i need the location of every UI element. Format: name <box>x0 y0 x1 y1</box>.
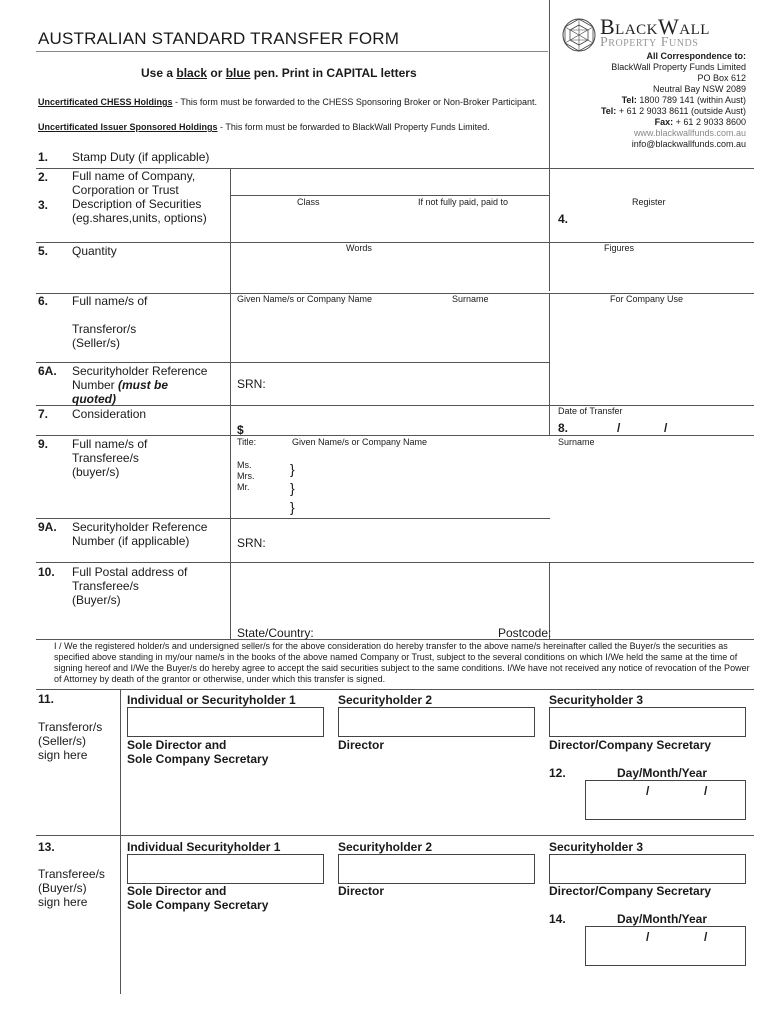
title-mrs[interactable]: Mrs. <box>237 471 255 481</box>
row-number: 1. <box>38 150 49 164</box>
grid-line <box>36 362 550 363</box>
row-number: 12. <box>549 766 566 780</box>
state-country-label: State/Country: <box>237 626 314 640</box>
company-name-label: Full name of Company, Corporation or Trust <box>72 169 196 197</box>
fax-line: Fax: + 61 2 9033 8600 <box>654 117 746 127</box>
row-number: 8. <box>558 421 569 435</box>
chess-note: Uncertificated CHESS Holdings - This form must be forwarded to the CHESS Sponsoring Broker or Non-Broker Participant. <box>38 97 538 107</box>
form-title: AUSTRALIAN STANDARD TRANSFER FORM <box>38 29 400 48</box>
grid-line <box>230 195 550 196</box>
paid-to-label: If not fully paid, paid to <box>418 197 509 207</box>
row-number: 9. <box>38 437 49 451</box>
srn-label: SRN: <box>237 377 266 391</box>
transferor-sign-date-field[interactable] <box>585 780 746 820</box>
row-number: 3. <box>38 198 49 212</box>
transferor-srn-field[interactable] <box>270 372 548 398</box>
grid-line <box>230 168 231 639</box>
company-name-field[interactable] <box>232 170 548 194</box>
securityholder-2-label: Securityholder 2 <box>338 840 433 854</box>
transferee-srn-field[interactable] <box>270 530 548 558</box>
role-director: Director <box>338 884 385 898</box>
date-label: Day/Month/Year <box>617 912 708 926</box>
transferor-signature-2[interactable] <box>338 707 535 737</box>
role-director: Director <box>338 738 385 752</box>
transfer-date-label: Date of Transfer <box>558 406 623 416</box>
date-separator: / <box>646 930 650 944</box>
role-sole-director: Sole Director and Sole Company Secretary <box>127 884 269 912</box>
title-options <box>237 460 255 493</box>
date-label: Day/Month/Year <box>617 766 708 780</box>
transferee-name-label: Full name/s of Transferee/s (buyer/s) <box>72 437 148 479</box>
transferee-sign-label: Transferee/s (Buyer/s) sign here <box>38 867 105 909</box>
grid-line <box>36 435 754 436</box>
transferee-signature-3[interactable] <box>549 854 746 884</box>
given-name-label: Given Name/s or Company Name <box>237 294 373 304</box>
title-label: Title: <box>237 437 257 447</box>
quantity-words-field[interactable] <box>232 256 548 291</box>
pen-instruction: Use a black or blue pen. Print in CAPITAL letters <box>141 66 417 80</box>
grid-line <box>549 293 550 435</box>
website-link[interactable]: www.blackwallfunds.com.au <box>633 128 746 138</box>
register-field[interactable] <box>575 208 751 240</box>
title-ms[interactable]: Ms. <box>237 460 252 470</box>
date-separator: / <box>646 784 650 798</box>
transferor-srn-label: Securityholder Reference Number (must be quoted) <box>72 364 208 406</box>
srn-label: SRN: <box>237 536 266 550</box>
role-director-secretary: Director/Company Secretary <box>549 884 712 898</box>
quantity-figures-field[interactable] <box>552 256 752 291</box>
row-number: 7. <box>38 407 49 421</box>
grid-line <box>36 242 754 243</box>
dollar-sign: $ <box>237 423 244 437</box>
postal-address-label: Full Postal address of Transferee/s (Buyer/s) <box>72 565 188 607</box>
transferee-srn-label: Securityholder Reference Number (if applicable) <box>72 520 208 548</box>
grid-line <box>549 168 550 291</box>
address-line: PO Box 612 <box>697 73 746 83</box>
figures-label: Figures <box>604 243 635 253</box>
transferor-signature-1[interactable] <box>127 707 324 737</box>
transferee-signature-2[interactable] <box>338 854 535 884</box>
row-number: 10. <box>38 565 55 579</box>
tel-intl-line: Tel: + 61 2 9033 8611 (outside Aust) <box>600 106 746 116</box>
transferor-name-field[interactable] <box>232 306 548 360</box>
securityholder-1-label: Individual Securityholder 1 <box>127 840 281 854</box>
transferor-seller-label: Transferor/s (Seller/s) <box>72 322 137 350</box>
row-number: 2. <box>38 170 49 184</box>
role-sole-director: Sole Director and Sole Company Secretary <box>127 738 269 766</box>
company-use-label: For Company Use <box>610 294 684 304</box>
row-number: 5. <box>38 244 49 258</box>
words-label: Words <box>346 243 372 253</box>
email-link[interactable]: info@blackwallfunds.com.au <box>631 139 746 149</box>
surname-label: Surname <box>452 294 489 304</box>
tel-line: Tel: 1800 789 141 (within Aust) <box>621 95 746 105</box>
correspondence-heading: All Correspondence to: <box>646 51 746 61</box>
surname-label: Surname <box>558 437 595 447</box>
grid-line <box>36 835 754 836</box>
transferor-sign-label: Transferor/s (Seller/s) sign here <box>38 720 103 762</box>
row-number: 14. <box>549 912 566 926</box>
date-separator: / <box>704 930 708 944</box>
name-brace-group: } } } <box>290 461 295 515</box>
date-separator: / <box>664 421 668 435</box>
address-line: BlackWall Property Funds Limited <box>611 62 746 72</box>
class-label: Class <box>297 197 320 207</box>
row-number: 11. <box>38 692 55 706</box>
title-underline <box>36 51 548 52</box>
quantity-label: Quantity <box>72 244 117 258</box>
title-mr[interactable]: Mr. <box>237 482 250 492</box>
given-name-label: Given Name/s or Company Name <box>292 437 428 447</box>
geodesic-sphere-icon <box>562 18 596 52</box>
row-number: 9A. <box>38 520 57 534</box>
logo-name: BlackWall <box>600 14 710 39</box>
stamp-duty-label: Stamp Duty (if applicable) <box>72 150 210 164</box>
date-separator: / <box>617 421 621 435</box>
consideration-label: Consideration <box>72 407 147 421</box>
grid-line <box>36 639 754 640</box>
transferee-signature-1[interactable] <box>127 854 324 884</box>
register-label: Register <box>632 197 666 207</box>
transferee-sign-date-field[interactable] <box>585 926 746 966</box>
postal-address-field[interactable] <box>232 565 750 623</box>
securityholder-1-label: Individual or Securityholder 1 <box>127 693 296 707</box>
transferee-name-field[interactable] <box>305 452 751 516</box>
grid-line <box>36 562 754 563</box>
grid-line <box>36 689 754 690</box>
securities-description-label: Description of Securities (eg.shares,units, options) <box>72 197 207 225</box>
grid-line <box>36 518 550 519</box>
transfer-date-field[interactable] <box>575 418 751 434</box>
row-number: 4. <box>558 212 569 226</box>
logo-subtitle: Property Funds <box>600 35 699 50</box>
securityholder-3-label: Securityholder 3 <box>549 693 644 707</box>
row-number: 6A. <box>38 364 57 378</box>
postcode-label: Postcode: <box>498 626 552 640</box>
header-divider <box>549 0 550 168</box>
date-separator: / <box>704 784 708 798</box>
role-director-secretary: Director/Company Secretary <box>549 738 712 752</box>
correspondence-block <box>546 51 746 150</box>
row-number: 13. <box>38 840 55 854</box>
securities-class-field[interactable] <box>232 208 548 240</box>
consideration-field[interactable] <box>250 418 546 434</box>
row-number: 6. <box>38 294 49 308</box>
securityholder-2-label: Securityholder 2 <box>338 693 433 707</box>
transferor-name-label: Full name/s of <box>72 294 148 308</box>
declaration-text: I / We the registered holder/s and undersigned seller/s for the above consideration do hereby transfer to the above name/s hereinafter called the Buyer/s the securities as specified above standing in my/our name/s in the books of the above named Company or Trust, subject to the several conditions on which I/We held the same at the time of signing hereof and I/We the Buyer/s do hereby agree to accept the said securities subject to the same conditions. I/We have not received any notice of revocation of the Power of Attorney by death of the grantor or otherwise, under which this transfer is signed. <box>54 641 750 684</box>
grid-line <box>120 689 121 994</box>
securityholder-3-label: Securityholder 3 <box>549 840 644 854</box>
address-line: Neutral Bay NSW 2089 <box>652 84 746 94</box>
issuer-note: Uncertificated Issuer Sponsored Holdings - This form must be forwarded to BlackWall Property Funds Limited. <box>38 122 490 132</box>
transferor-signature-3[interactable] <box>549 707 746 737</box>
